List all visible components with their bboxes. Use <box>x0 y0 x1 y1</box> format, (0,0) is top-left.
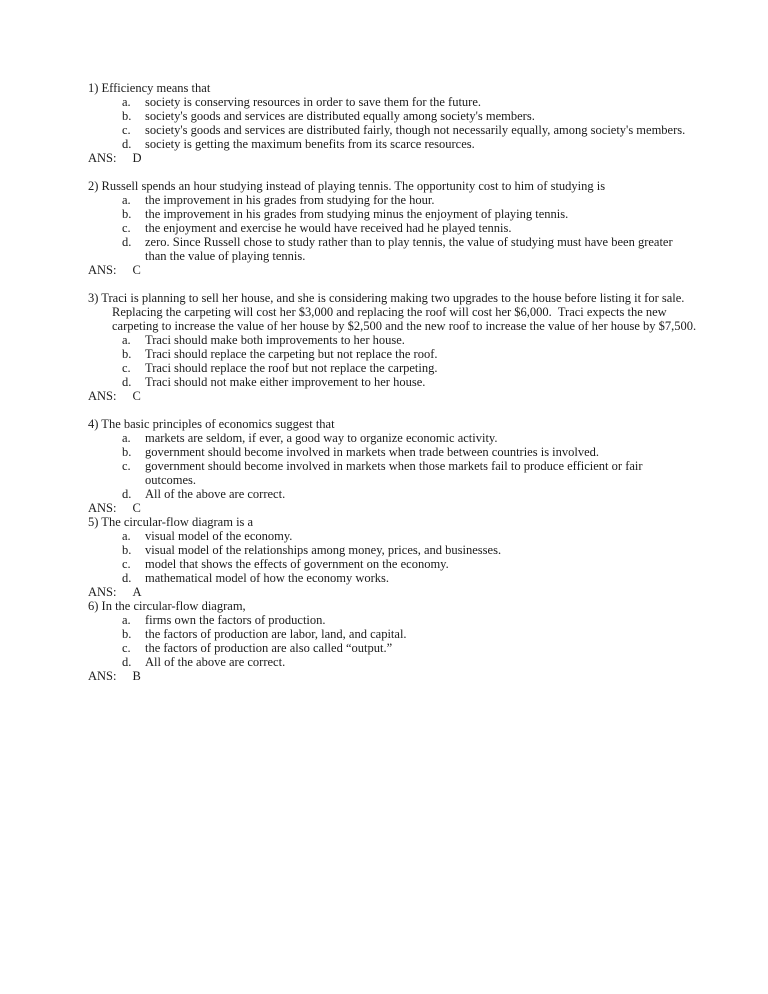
question-stem: 2) Russell spends an hour studying instead of playing tennis. The opportunity cost to him of studying is <box>88 179 606 193</box>
option-letter: d. <box>122 375 132 389</box>
answer-option <box>122 529 702 543</box>
question-stem: 4) The basic principles of economics suggest that <box>88 417 335 431</box>
answer-line <box>88 151 702 165</box>
answer-option <box>122 375 702 389</box>
option-letter: b. <box>122 543 132 557</box>
answer-option <box>122 347 702 361</box>
question-list <box>88 81 702 683</box>
option-letter: d. <box>122 137 132 151</box>
option-text: society is conserving resources in order to save them for the future. <box>145 95 482 109</box>
answer-value: B <box>132 669 141 683</box>
answer-label: ANS: <box>88 501 117 515</box>
option-text: firms own the factors of production. <box>145 613 326 627</box>
option-letter: d. <box>122 655 132 669</box>
answer-option <box>122 123 702 137</box>
question-block <box>88 417 702 515</box>
option-text: visual model of the economy. <box>145 529 293 543</box>
option-text: society is getting the maximum benefits from its scarce resources. <box>145 137 475 151</box>
question-stem: 6) In the circular-flow diagram, <box>88 599 246 613</box>
answer-option <box>122 95 702 109</box>
option-text: government should become involved in markets when those markets fail to produce efficient or fair outcomes. <box>145 459 646 487</box>
option-letter: d. <box>122 235 132 249</box>
answer-value: C <box>132 501 141 515</box>
option-letter: a. <box>122 529 131 543</box>
option-letter: d. <box>122 571 132 585</box>
answer-option <box>122 361 702 375</box>
answer-line <box>88 501 702 515</box>
option-text: society's goods and services are distributed equally among society's members. <box>145 109 535 123</box>
option-text: visual model of the relationships among money, prices, and businesses. <box>145 543 502 557</box>
option-text: Traci should make both improvements to her house. <box>145 333 405 347</box>
answer-option <box>122 557 702 571</box>
answer-option <box>122 571 702 585</box>
answer-option <box>122 333 702 347</box>
answer-option <box>122 445 702 459</box>
option-letter: c. <box>122 557 131 571</box>
question-block <box>88 81 702 165</box>
option-letter: a. <box>122 95 131 109</box>
answer-line <box>88 669 702 683</box>
option-text: Traci should not make either improvement to her house. <box>145 375 426 389</box>
option-text: zero. Since Russell chose to study rather than to play tennis, the value of studying must have been greater than the value of playing tennis. <box>145 235 676 263</box>
option-letter: c. <box>122 641 131 655</box>
option-text: Traci should replace the roof but not replace the carpeting. <box>145 361 438 375</box>
option-letter: a. <box>122 431 131 445</box>
answer-option <box>122 235 702 263</box>
answer-option <box>122 641 702 655</box>
question-stem: 3) Traci is planning to sell her house, and she is considering making two upgrades to the house before listing it for sale. Replacing the carpeting will cost her $3,000 and replacing the roof will cost her $6,000. Traci expects the new carpeting to increase the value of her house by $2,500 and the new roof to increase the value of her house by $7,500. <box>88 291 697 333</box>
answer-option <box>122 543 702 557</box>
option-letter: b. <box>122 627 132 641</box>
option-text: society's goods and services are distributed fairly, though not necessarily equally, among society's members. <box>145 123 686 137</box>
answer-line <box>88 389 702 403</box>
answer-label: ANS: <box>88 151 117 165</box>
option-text: mathematical model of how the economy works. <box>145 571 390 585</box>
answer-value: C <box>132 389 141 403</box>
option-letter: d. <box>122 487 132 501</box>
answer-line <box>88 263 702 277</box>
answer-option <box>122 487 702 501</box>
option-text: the factors of production are labor, land, and capital. <box>145 627 407 641</box>
question-block <box>88 515 702 599</box>
option-letter: b. <box>122 347 132 361</box>
option-letter: b. <box>122 207 132 221</box>
answer-label: ANS: <box>88 389 117 403</box>
question-block <box>88 291 702 403</box>
answer-value: D <box>132 151 142 165</box>
answer-option <box>122 627 702 641</box>
option-letter: a. <box>122 613 131 627</box>
question-block <box>88 179 702 277</box>
option-text: the improvement in his grades from studying for the hour. <box>145 193 435 207</box>
option-text: the factors of production are also called “output.” <box>145 641 393 655</box>
answer-value: A <box>132 585 142 599</box>
answer-option <box>122 109 702 123</box>
question-stem: 5) The circular-flow diagram is a <box>88 515 254 529</box>
answer-option <box>122 613 702 627</box>
option-text: government should become involved in markets when trade between countries is involved. <box>145 445 600 459</box>
question-block <box>88 599 702 683</box>
option-letter: a. <box>122 333 131 347</box>
question-stem: 1) Efficiency means that <box>88 81 211 95</box>
document-page <box>88 81 702 683</box>
option-letter: b. <box>122 109 132 123</box>
option-letter: a. <box>122 193 131 207</box>
answer-label: ANS: <box>88 669 117 683</box>
option-text: model that shows the effects of government on the economy. <box>145 557 449 571</box>
option-letter: c. <box>122 221 131 235</box>
option-letter: c. <box>122 459 131 473</box>
option-text: markets are seldom, if ever, a good way to organize economic activity. <box>145 431 498 445</box>
option-text: the improvement in his grades from studying minus the enjoyment of playing tennis. <box>145 207 569 221</box>
answer-option <box>122 459 702 487</box>
answer-option <box>122 193 702 207</box>
option-text: the enjoyment and exercise he would have received had he played tennis. <box>145 221 512 235</box>
option-text: All of the above are correct. <box>145 487 286 501</box>
answer-line <box>88 585 702 599</box>
answer-label: ANS: <box>88 585 117 599</box>
answer-option <box>122 431 702 445</box>
option-letter: b. <box>122 445 132 459</box>
option-text: All of the above are correct. <box>145 655 286 669</box>
answer-option <box>122 655 702 669</box>
answer-value: C <box>132 263 141 277</box>
answer-option <box>122 137 702 151</box>
option-text: Traci should replace the carpeting but not replace the roof. <box>145 347 438 361</box>
answer-option <box>122 207 702 221</box>
option-letter: c. <box>122 361 131 375</box>
answer-label: ANS: <box>88 263 117 277</box>
option-letter: c. <box>122 123 131 137</box>
answer-option <box>122 221 702 235</box>
